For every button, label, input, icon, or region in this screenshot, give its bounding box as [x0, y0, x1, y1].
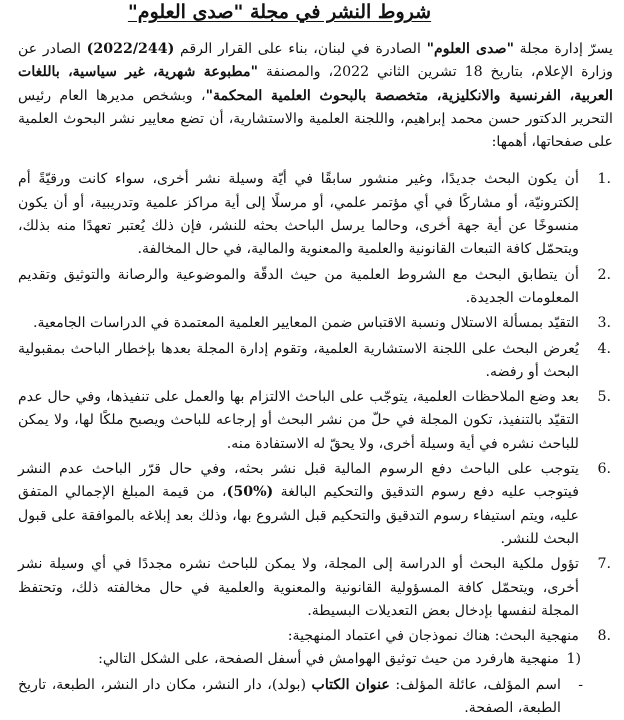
rules-list [18, 168, 613, 671]
intro-text-1: يسرّ إدارة مجلة [514, 41, 613, 57]
rule-number: 2. [597, 266, 611, 283]
rule-item [18, 168, 613, 261]
book-title-label: عنوان الكتاب [311, 676, 390, 693]
journal-classification: "مطبوعة شهرية، غير سياسية، باللغات العربية، الفرنسية والانكليزية، متخصصة بالبحوث العلمية المحكمة" [18, 64, 613, 104]
rule-item [18, 386, 613, 456]
rule-text-continued: ، من قيمة المبلغ الإجمالي المتفق عليه، ويتم استيفاء رسوم التدقيق والتحكيم قبل الشروع بها، وذلك بعد إبلاغه بالموافقة على قبول البحث للنشر. [18, 484, 579, 547]
subitem-text: منهجية هارفرد من حيث توثيق الهوامش في أسفل الصفحة، على الشكل التالي: [98, 651, 559, 668]
rule-text: التقيّد بمسألة الاستلال ونسبة الاقتباس ضمن المعايير العلمية المعتمدة في الدراسات الجامعية. [32, 315, 579, 332]
rule-text: بعد وضع الملاحظات العلمية، يتوجّب على الباحث الالتزام بها والعمل على تنفيذها، وفي حال عدم التقيّد بالتنفيذ، تكون المجلة في حلّ من نشر البحث أو إرجاعه للباحث ويصبح ملكًا لها، ولا يمكن للباحث نشره في أية وسيلة أخرى، ولا يحقّ له الاستفادة منه. [18, 389, 579, 452]
rule-text: تؤول ملكية البحث أو الدراسة إلى المجلة، ولا يمكن للباحث نشره مجددًا في أي وسيلة نشر أخرى، ويتحمّل كافة المسؤولية القانونية والمعنوية والعلمية في حال مخالفته ذلك، وتحتفظ المجلة لنفسها بإدخال بعض التعديلات البسيطة. [18, 556, 579, 619]
rule-number: 6. [597, 461, 611, 478]
decision-number: (2022/244) [86, 41, 175, 57]
citation-text-2: (بولد)، دار النشر، مكان دار النشر، الطبعة، تاريخ الطبعة، الصفحة. [18, 676, 561, 717]
journal-name: "صدى العلوم" [426, 41, 515, 57]
intro-text-3: الصادر عن وزارة الإعلام، بتاريخ 18 تشرين الثاني 2022، والمصنفة [18, 41, 614, 81]
rule-number: 7. [597, 556, 611, 573]
rule-text: أن يتطابق البحث مع الشروط العلمية من حيث الدقّة والموضوعية والرصانة والتوثيق وتقديم المعلومات الجديدة. [18, 266, 579, 306]
citation-text-1: اسم المؤلف، عائلة المؤلف: [389, 676, 561, 693]
rule-item [18, 553, 613, 623]
subitem-number: 1) [566, 651, 581, 668]
intro-text-4: ، وبشخص مديرها العام رئيس التحرير الدكتور حسن محمد إبراهيم، واللجنة العلمية والاستشارية، أن تضع معايير نشر البحوث العلمية على صفحاتها، أهمها: [18, 87, 613, 151]
rule-number: 1. [597, 171, 611, 188]
rule-number: 4. [597, 340, 611, 357]
methodology-subitem [18, 648, 579, 671]
rule-item [18, 312, 613, 335]
intro-paragraph [18, 38, 613, 154]
fee-percentage: (%50) [226, 484, 274, 501]
rule-text: أن يكون البحث جديدًا، وغير منشور سابقًا في أيّة وسيلة نشر أخرى، سواء كانت ورقيّةً أم إلكترونيّة، أو مشاركًا في أي مؤتمر علمي، أو مرسلًا إلى أية مراكز علمية وتدريبية، أو أن يكون منسوخًا عن أية جهة أخرى، وحالما يرسل الباحث بحثه للنشر، فإن ذلك يُعتبر تعهدًا منه بذلك، ويتحمّل كافة التبعات القانونية والعلمية والمعنوية والمالية، في حال المخالفة. [18, 171, 579, 258]
rule-number: 8. [597, 628, 611, 645]
rule-number: 5. [597, 389, 611, 406]
rule-text: منهجية البحث: هناك نموذجان في اعتماد المنهجية: [287, 628, 579, 645]
page-title: شروط النشر في مجلة "صدى العلوم" [127, 1, 432, 23]
rule-number: 3. [597, 315, 611, 332]
rule-item [18, 625, 613, 672]
rule-item [18, 264, 613, 311]
rule-item [18, 458, 613, 551]
rule-item [18, 338, 613, 385]
dash-bullet: - [578, 676, 583, 693]
intro-text-2: الصادرة في لبنان، بناء على القرار الرقم [174, 41, 427, 57]
rule-text: يتوجب على الباحث دفع الرسوم المالية قبل نشر بحثه، وفي حال قرّر الباحث عدم النشر فيتوجب عليه دفع رسوم التدقيق والتحكيم البالغة [18, 461, 579, 501]
citation-format [18, 674, 613, 720]
rule-text: يُعرض البحث على اللجنة الاستشارية العلمية، وتقوم إدارة المجلة بعدها بإخطار الباحث بمقبولية البحث أو رفضه. [18, 340, 579, 380]
